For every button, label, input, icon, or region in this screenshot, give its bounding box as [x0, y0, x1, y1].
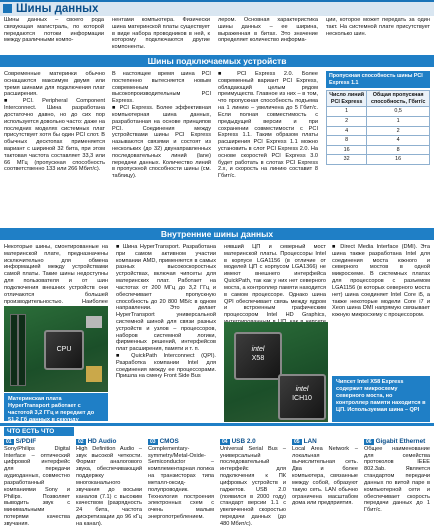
glossary-item: 01 S/PDIF Sony/Philips Digital Interface – оптический цифровой интерфейс для передачи аудиоданных, совместно разработанный компаниями Sony и Philips. Позволяет выводить звук с минимальными потерями качества звучания.	[4, 438, 70, 527]
x58-chip-icon: intel X58	[234, 332, 282, 380]
internal-text-col-4: ■ Direct Media Interface (DMI). Эта шина также разработана Intel для соединения моста южного и северного мостов в одной микросхеме. В системных платах для процессоров с разъемом LGA1156 (в которых северного моста нет) шина соединяет Intel Core i5, а также некоторые модели Core i7 и Xeon шина DMI напрямую связывает южную микросхему с процессором.	[332, 244, 430, 319]
caption-hypertransport: Материнская плата HyperTransport работает с частотой 3,2 ГГц и передает до 51,2 Гб данных в секунду	[4, 393, 108, 421]
intro-col-1: Шины данных – своего рода связующая магистраль, по которой передаются потоки информации между различными компо-	[4, 17, 104, 44]
internal-text-col-1: Некоторые шины, смонтированные на материнской плате, предназначены исключительно для обмена информацией между устройствами самой платы. Такие шины недоступны для пользователя и от шин подключения внешних устройств они отличаются большей производительностью. Наиболее	[4, 244, 108, 305]
table-row: 16 8	[327, 145, 430, 155]
caption-x58: Чипсет Intel X58 Express содержит микросхему северного моста, но контроллер памяти находится в ЦП. Используемая шина – QPI	[332, 376, 430, 422]
internal-text-col-2: ■ Шина HyperTransport. Разработана при самом активном участии компании AMD, применяется в самых разных высокоскоростных устройствах, включая чипсеты для материнских плат. Работает на частотах от 200 МГц до 3,2 ГГц и обеспечивает пропускную способность до 20 800 МБ/с в одном направлении. Это делает HyperTransport универсальной системной шиной для связи разных устройств и узлов – процессоров, наборов системной логики, фирменных решений, интерфейсов плат расширения, памяти и т. п. ■ QuickPath Interconnect (QPI). Разработка компании Intel для соединения между ее процессорами. Пришла на смену Front Side Bus	[116, 244, 216, 380]
glossary-item: 04 USB 2.0 Universal Serial Bus – универсальный последовательный интерфейс для подключения к ПК цифровых устройств и гаджетов. USB 2.0 (появился в 2000 году) стандарт версии 1.1 с увеличенной скоростью передачи данных (до 480 Мбит/с).	[220, 438, 286, 527]
table-row: 2 1	[327, 117, 430, 127]
pci-text-col-1: Современные материнки обычно оснащаются максимум двумя или тремя шинами для подключения плат расширения. ■ PCI. Peripheral Component Interconnect. Шина разработана достаточно давно, но до сих пор используется довольно часто: даже на последних моделях системных плат присутствует хотя бы один PCI слот. В обычных десктопах применяется вариант с шириной 32 бита, при этом тактовая частота составляет 33,3 или 66 МГц (пропускная способность соответственно 133 или 266 Мбит/с).	[4, 71, 105, 173]
cpu-socket-icon: CPU	[44, 330, 84, 370]
table-row: 1 0,5	[327, 107, 430, 117]
section-banner-peripheral: Шины подключаемых устройств	[0, 55, 434, 67]
title-bar	[0, 0, 434, 16]
table-header-bandwidth: Общая пропускная способность, Гбит/с	[367, 91, 430, 107]
glossary-item: 06 Gigabit Ethernet Общее наименование для семейства протоколов IEEE 802.3ab. Является стандартом передачи данных по витой паре в компьютерной сети и обеспечивает скорость передачи данных до 1 Гбит/с.	[364, 438, 430, 514]
table-row: 4 2	[327, 126, 430, 136]
intro-col-2: нентами компьютера. Физически шина материнской платы существует в виде набора проводников в ней, к которому подключаются другие компоненты.	[112, 17, 210, 51]
pci-text-col-2: В настоящее время шина PCI постепенно вытесняется новым современным высокопроизводительным PCI Express. ■ PCI Express. Более эффективная компьютерная шина данных, разработанная на основе принципов PCI. Соединения между устройствами шины PCI Express называются связями и состоят из нескольких (до 32) двунаправленных последовательных линий (lane) передачи данных. Количество линий в пропускной способности шины (см. таблицу).	[112, 71, 211, 180]
hypertransport-motherboard-image	[4, 306, 108, 392]
table-header-lanes: Число линий PCI Express	[327, 91, 367, 107]
table-row: 32 16	[327, 155, 430, 165]
pcie-bandwidth-table	[326, 90, 430, 165]
pcie-table-title: Пропускная способность шины PCI Express 1.1	[326, 71, 430, 88]
glossary-item: 03 CMOS Complementary-symmetry/Metal-Oxide-Semiconductor – комплементарная логика на транзисторах типа металл-оксид-полупроводник. Технология построения электронных схем с очень малым энергопотреблением.	[148, 438, 214, 520]
internal-text-col-3: нявший ЦП и северный мост материнской платы. Процессоры Intel в корпусе LGA1156 (в отличие от моделей ЦП с корпусом LGA1366) не имеют внешнего интерфейса QuickPath, так как у них нет северного моста, а контроллер памяти находится в самом процессоре. Однако шина QPI обеспечивает связь между ядром и встроенным графическим процессором Intel HD Graphics,	[224, 244, 326, 319]
intro-col-4: ции, которое может передать за один такт. На системной плате присутствует несколько шин.	[326, 17, 430, 37]
glossary-item: 05 LAN Local Area Network – локальная вычислительная сеть. Два и более компьютера, связанные между собой, образуют такую сеть. LAN обычно ограничена масштабом дома или предприятия.	[292, 438, 358, 507]
section-banner-internal: Внутренние шины данных	[0, 228, 434, 240]
ich10-chip-icon: intel ICH10	[278, 374, 326, 420]
intro-col-3: лером. Основная характеристика шины данных – ее ширина, выраженная в битах. Это значение определяет количество информа-	[218, 17, 318, 44]
page-title: Шины данных	[16, 3, 99, 15]
table-row: 8 4	[327, 136, 430, 146]
glossary-rule	[0, 423, 434, 426]
glossary-header: ЧТО ЕСТЬ ЧТО	[4, 427, 74, 436]
pci-text-col-3: ■ PCI Express 2.0. Более современный вариант PCI Express, обладающий целым рядом преимуществ. Главное из них – в том, что пропускная способность подъема на 1 линию – увеличена до 5 Гбит/с. Если полная совместимость с предыдущей версии и при сохранении совместимости с PCI Express 1.1. Таким образом платы расширения PCI Express 1.1 можно установить в слот PCI Express 2.0. На основе скоростей PCI Express 3.0 будет работать в слотах PCI Express 2.x, и скорость на линию составит 8 Гбит/с.	[218, 71, 318, 180]
glossary-item: 02 HD Audio High Definition Audio – звук высокой четкости. Формат аналогового звука, обеспечивающий поддержку многоканального звучания до восьми каналов (7.1) с высоким качеством (разрядность 24 бита, частота дискретизации до 96 кГц на канал).	[76, 438, 142, 527]
pcie-bandwidth-table-box	[326, 71, 430, 165]
title-square-icon	[3, 4, 12, 13]
intel-x58-chipset-image	[224, 322, 328, 422]
